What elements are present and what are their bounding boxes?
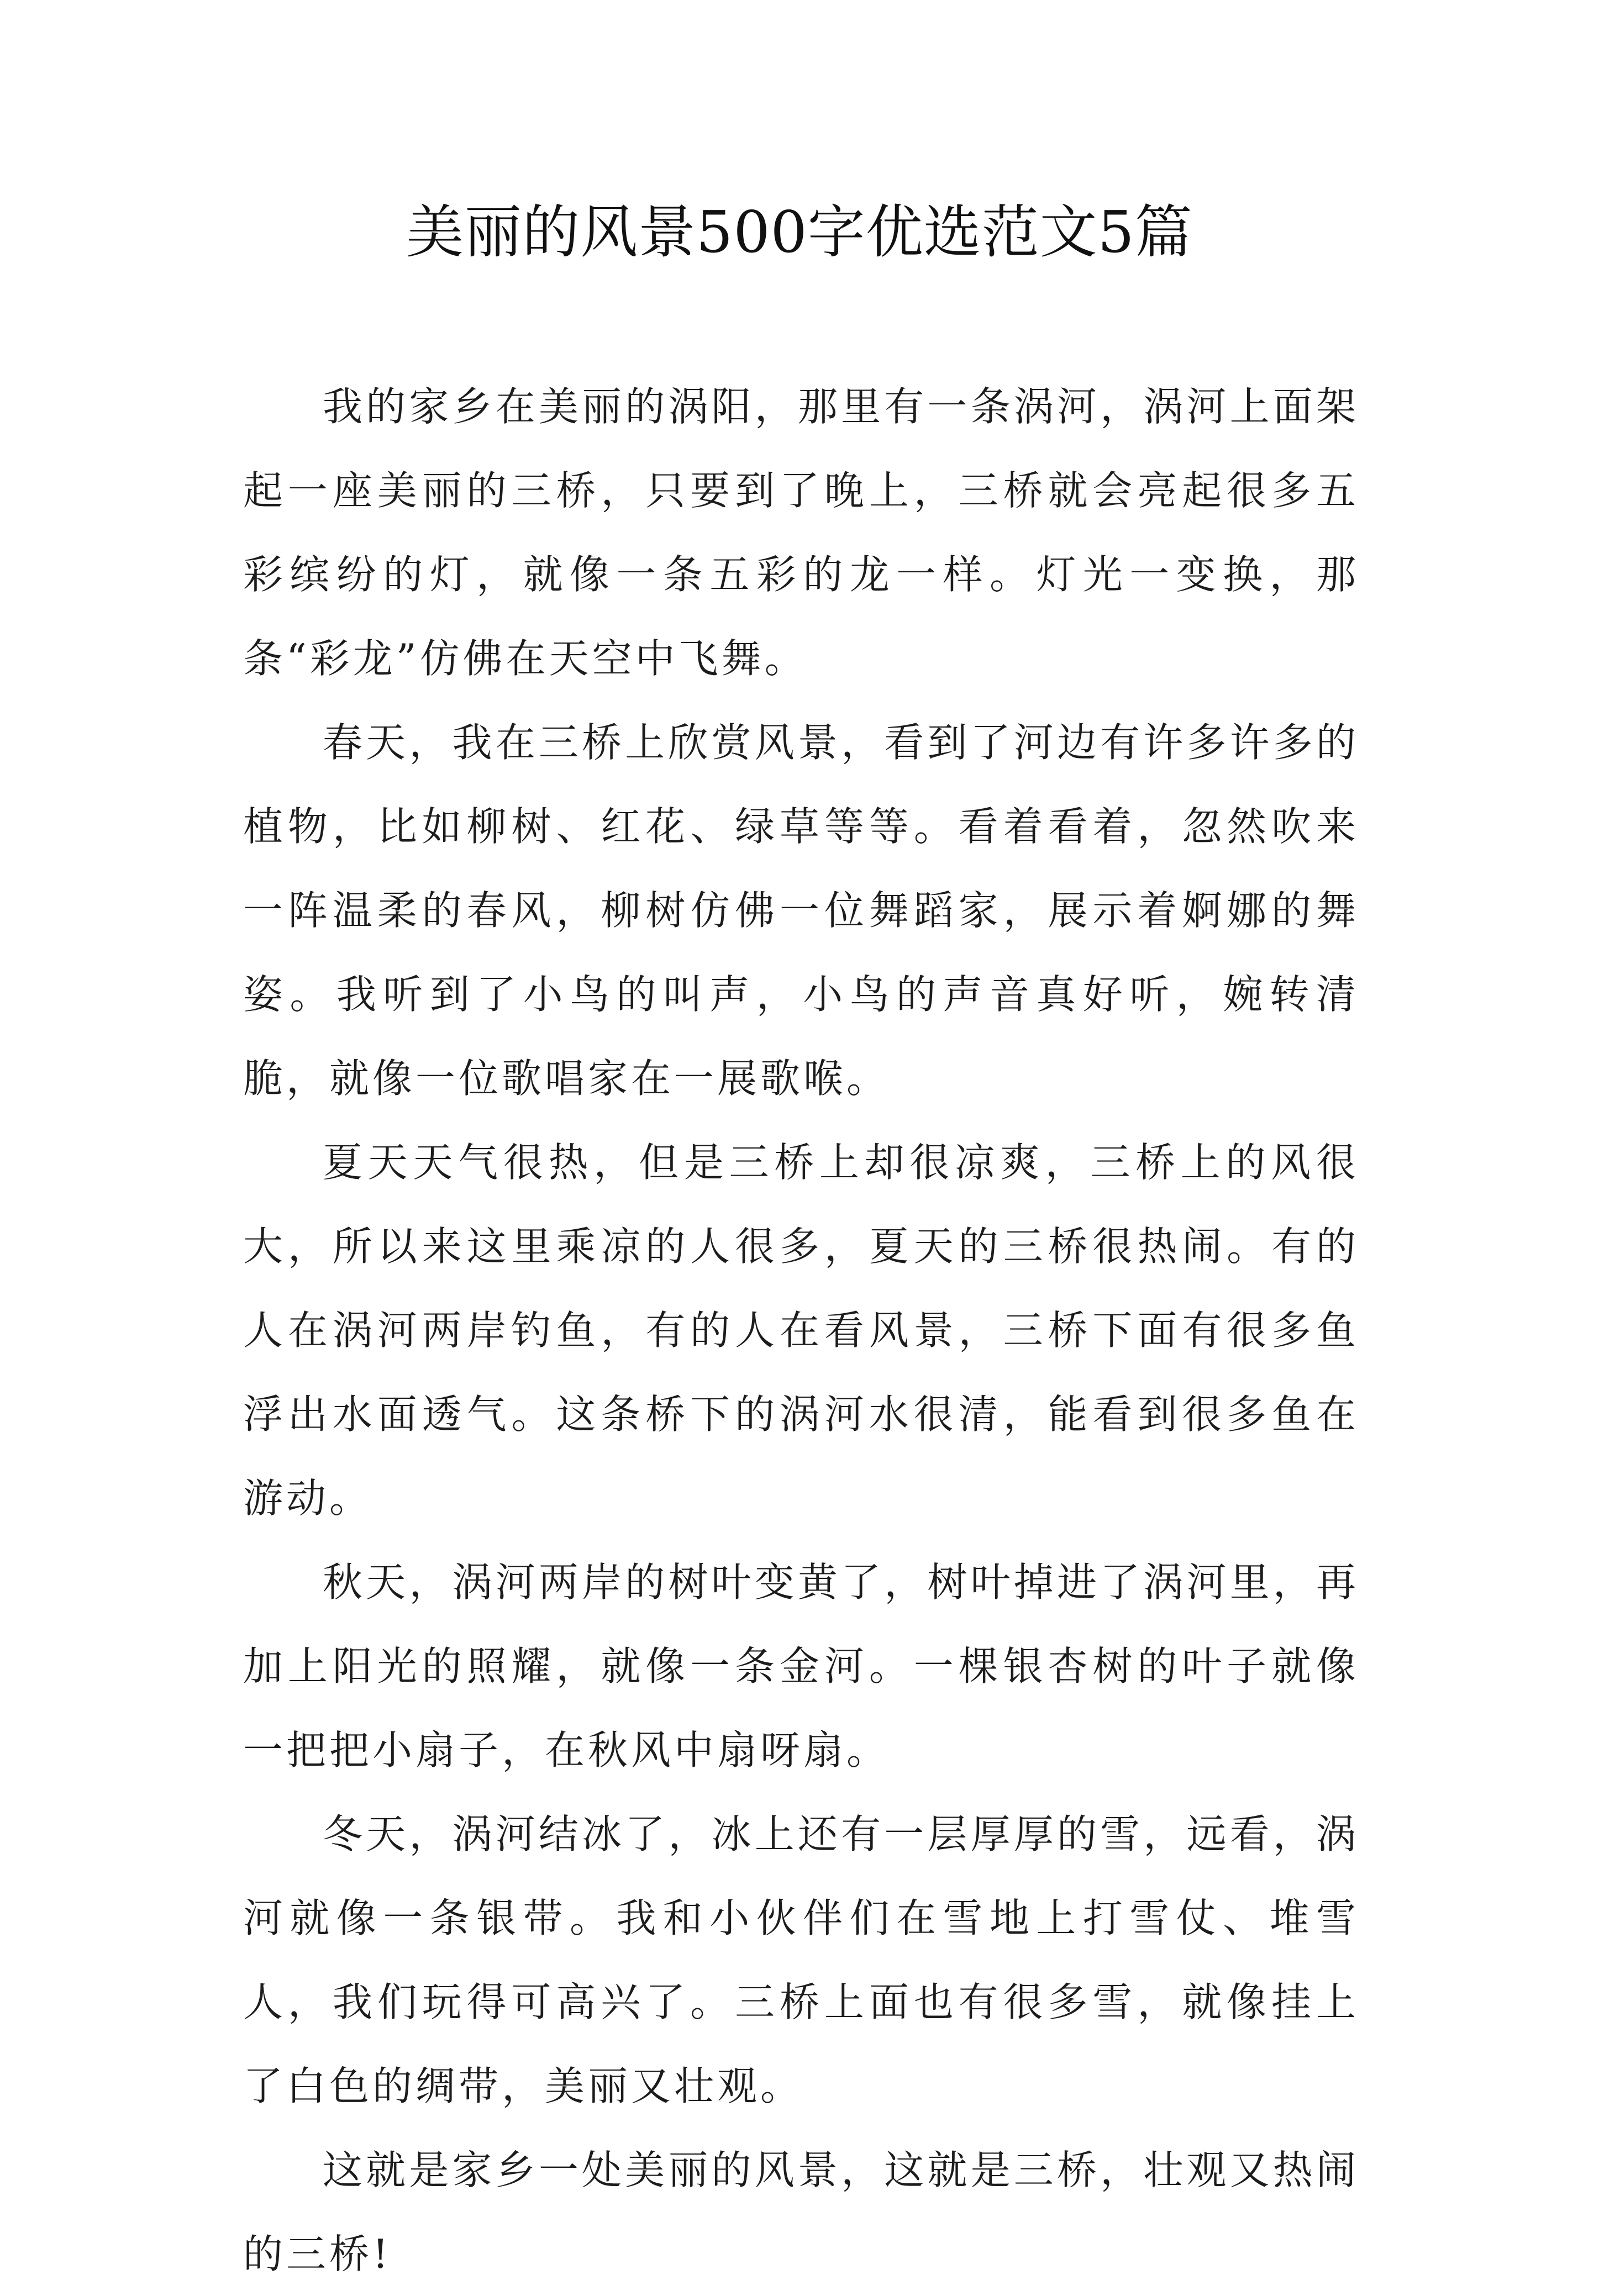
document-body: [243, 365, 1359, 2296]
paragraph-autumn: 秋天，涡河两岸的树叶变黄了，树叶掉进了涡河里，再加上阳光的照耀，就像一条金河。一棵银杏树的叶子就像一把把小扇子，在秋风中扇呀扇。: [243, 1559, 1359, 1773]
document-title: 美丽的风景500字优选范文5篇: [406, 198, 1193, 266]
paragraph-conclusion: 这就是家乡一处美丽的风景，这就是三桥，壮观又热闹的三桥!: [243, 2147, 1359, 2277]
paragraph-winter: 冬天，涡河结冰了，冰上还有一层厚厚的雪，远看，涡河就像一条银带。我和小伙伴们在雪地上打雪仗、堆雪人，我们玩得可高兴了。三桥上面也有很多雪，就像挂上了白色的绸带，美丽又壮观。: [243, 1811, 1359, 2109]
paragraph-summer: 夏天天气很热，但是三桥上却很凉爽，三桥上的风很大，所以来这里乘凉的人很多，夏天的三桥很热闹。有的人在涡河两岸钓鱼，有的人在看风景，三桥下面有很多鱼浮出水面透气。这条桥下的涡河水很清，能看到很多鱼在游动。: [243, 1139, 1359, 1521]
paragraph-intro: 我的家乡在美丽的涡阳，那里有一条涡河，涡河上面架起一座美丽的三桥，只要到了晚上，三桥就会亮起很多五彩缤纷的灯，就像一条五彩的龙一样。灯光一变换，那条“彩龙”仿佛在天空中飞舞。: [243, 383, 1359, 682]
paragraph-spring: 春天，我在三桥上欣赏风景，看到了河边有许多许多的植物，比如柳树、红花、绿草等等。看着看着，忽然吹来一阵温柔的春风，柳树仿佛一位舞蹈家，展示着婀娜的舞姿。我听到了小鸟的叫声，小鸟的声音真好听，婉转清脆，就像一位歌唱家在一展歌喉。: [243, 719, 1359, 1102]
